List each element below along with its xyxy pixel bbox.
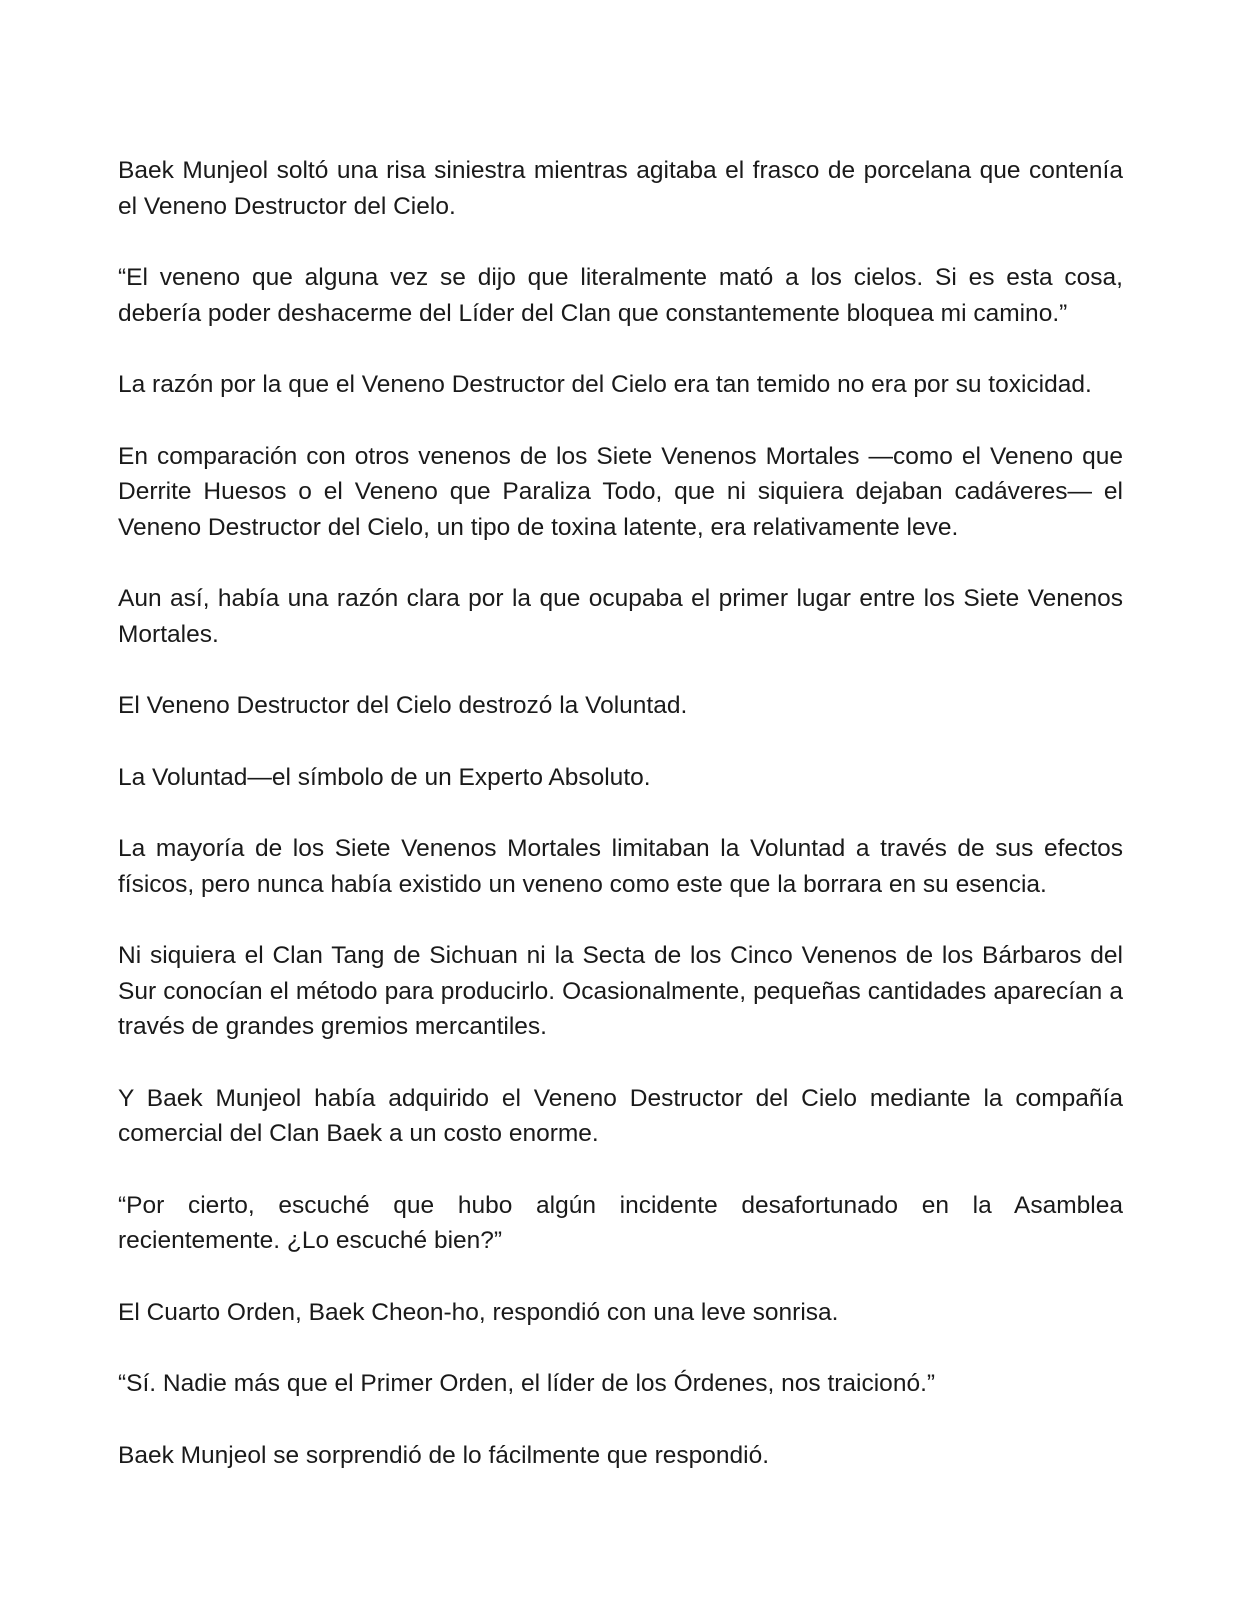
- paragraph: Aun así, había una razón clara por la que ocupaba el primer lugar entre los Siete Venenos Mortales.: [118, 585, 1123, 648]
- paragraph: Ni siquiera el Clan Tang de Sichuan ni la Secta de los Cinco Venenos de los Bárbaros del Sur conocían el método para producirlo. Ocasionalmente, pequeñas cantidades aparecían a través de grandes gremios mercantiles.: [118, 942, 1123, 1040]
- paragraph: El Cuarto Orden, Baek Cheon-ho, respondió con una leve sonrisa.: [118, 1298, 839, 1326]
- paragraph: La Voluntad—el símbolo de un Experto Absoluto.: [118, 763, 651, 791]
- paragraph: En comparación con otros venenos de los Siete Venenos Mortales —como el Veneno que Derrite Huesos o el Veneno que Paraliza Todo, que ni siquiera dejaban cadáveres— el Veneno Destructor del Cielo, un tipo de toxina latente, era relativamente leve.: [118, 442, 1123, 541]
- document-body: [118, 153, 1123, 1473]
- paragraph: “Sí. Nadie más que el Primer Orden, el líder de los Órdenes, nos traicionó.”: [118, 1370, 936, 1397]
- paragraph: Baek Munjeol soltó una risa siniestra mientras agitaba el frasco de porcelana que contenía el Veneno Destructor del Cielo.: [118, 157, 1123, 220]
- paragraph: “El veneno que alguna vez se dijo que literalmente mató a los cielos. Si es esta cosa, debería poder deshacerme del Líder del Clan que constantemente bloquea mi camino.”: [118, 264, 1123, 327]
- paragraph: Baek Munjeol se sorprendió de lo fácilmente que respondió.: [118, 1441, 770, 1469]
- paragraph: “Por cierto, escuché que hubo algún incidente desafortunado en la Asamblea recientemente. ¿Lo escuché bien?”: [118, 1191, 1123, 1254]
- paragraph: Y Baek Munjeol había adquirido el Veneno Destructor del Cielo mediante la compañía comercial del Clan Baek a un costo enorme.: [118, 1084, 1123, 1147]
- paragraph: La mayoría de los Siete Venenos Mortales limitaban la Voluntad a través de sus efectos físicos, pero nunca había existido un veneno como este que la borrara en su esencia.: [118, 835, 1123, 898]
- paragraph: La razón por la que el Veneno Destructor del Cielo era tan temido no era por su toxicidad.: [118, 371, 1092, 398]
- paragraph: El Veneno Destructor del Cielo destrozó la Voluntad.: [118, 692, 688, 719]
